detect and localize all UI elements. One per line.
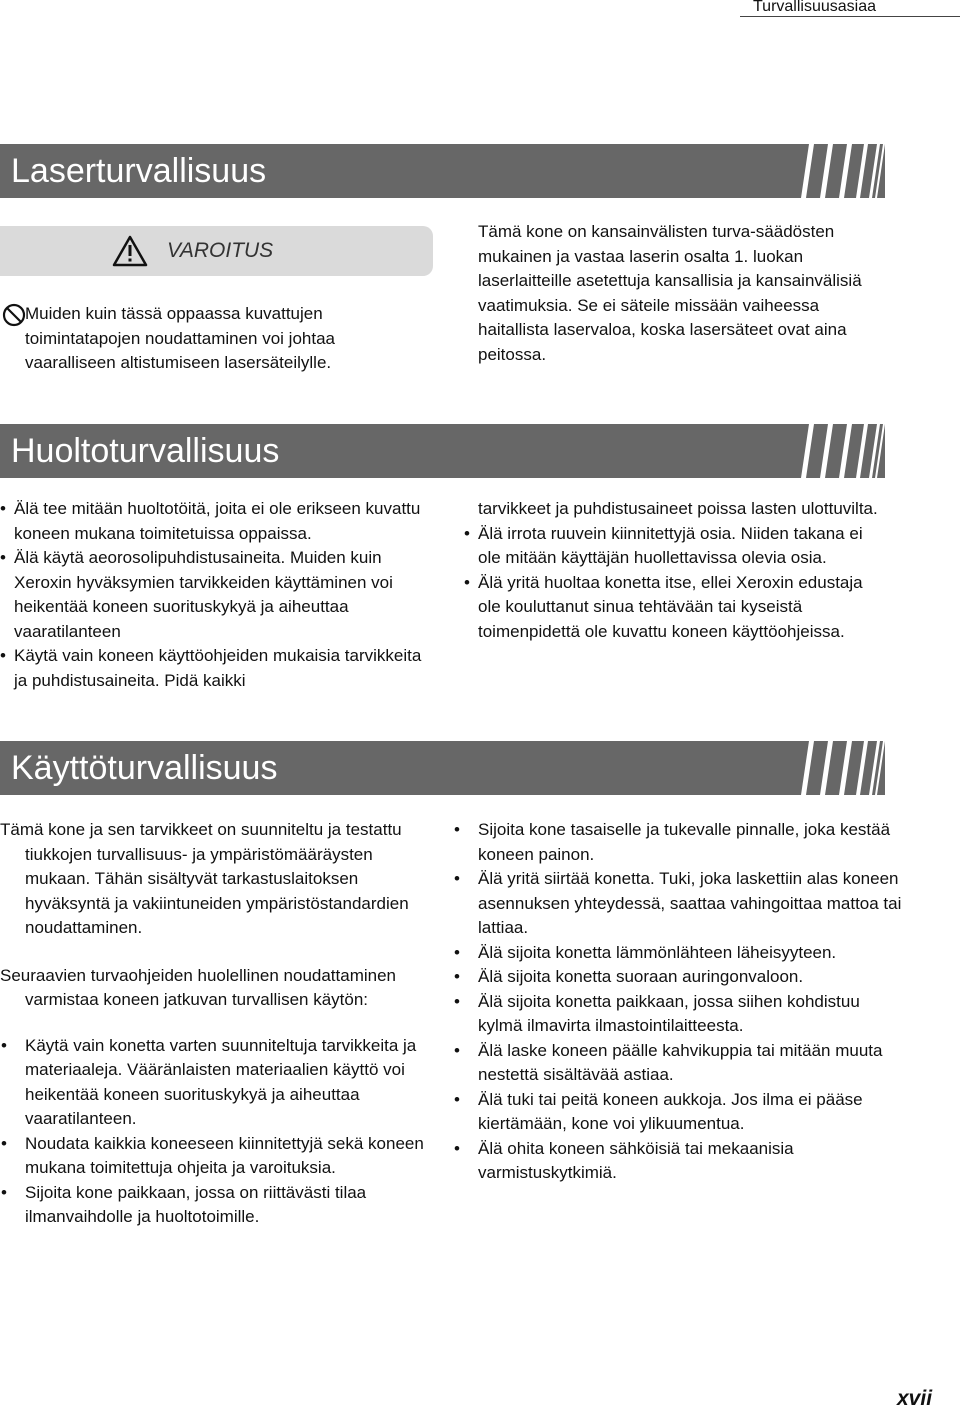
section-bar-operation <box>0 741 885 795</box>
running-header-text: Turvallisuusasiaa <box>753 0 877 15</box>
service-right-column <box>464 497 884 644</box>
list-item: • Älä sijoita konetta paikkaan, jossa siihen kohdistuu kylmä ilmavirta ilmastointilaitteesta. <box>454 991 860 1035</box>
bullet: • <box>0 499 6 518</box>
list-item: • Älä tee mitään huoltotöitä, joita ei ole erikseen kuvattu koneen mukana toimitetuissa oppaissa. <box>0 499 421 543</box>
bullet: • <box>454 1089 460 1109</box>
operation-intro-paragraph: Tämä kone ja sen tarvikkeet on suunniteltu ja testattu tiukkojen turvallisuus- ja ympäristömääräysten mukaan. Tähän sisältyvät tarkastuslaitoksen hyväksyntä ja vakiintuneiden ympäristöstandardien noudattaminen. <box>0 820 409 937</box>
list-item: • Älä tuki tai peitä koneen aukkoja. Jos ilma ei pääse kiertämään, kone voi ylikuumentua. <box>454 1089 863 1133</box>
warning-banner <box>0 226 433 276</box>
operation-right-column <box>453 818 903 1186</box>
warning-label: VAROITUS <box>167 239 274 262</box>
bullet: • <box>1 1035 7 1055</box>
stripe-decoration-icon <box>795 424 885 478</box>
stripe-decoration-icon <box>795 741 885 795</box>
list-item: • Sijoita kone paikkaan, jossa on riittävästi tilaa ilmanvaihdolle ja huoltotoimille. <box>1 1182 367 1226</box>
bullet: • <box>454 991 460 1011</box>
bullet: • <box>454 1138 460 1158</box>
bullet: • <box>454 1040 460 1060</box>
bullet: • <box>1 1182 7 1202</box>
bullet: • <box>1 1133 7 1153</box>
list-item: • Älä irrota ruuvein kiinnitettyjä osia. Niiden takana ei ole mitään käyttäjän huollettavissa olevia osia. <box>464 523 863 567</box>
bullet: • <box>0 548 6 567</box>
laser-compliance-text-block <box>478 220 883 367</box>
bullet: • <box>454 820 460 839</box>
list-item: • Älä sijoita konetta lämmönlähteen läheisyyteen. <box>453 941 903 966</box>
service-continuation-text: tarvikkeet ja puhdistusaineet poissa lasten ulottuvilta. <box>478 499 878 518</box>
bullet: • <box>464 572 470 592</box>
page-number: xvii <box>897 1387 933 1410</box>
warning-text-block <box>0 302 420 376</box>
bullet: • <box>454 869 460 888</box>
service-left-column <box>0 497 425 693</box>
list-item: • Älä laske koneen päälle kahvikuppia tai mitään muuta nestettä sisältävää astiaa. <box>454 1040 883 1084</box>
prohibition-icon <box>2 303 26 327</box>
section-bar-laser <box>0 144 885 198</box>
list-item: • Käytä vain konetta varten suunniteltuja tarvikkeita ja materiaaleja. Vääränlaisten materiaalien käyttö voi heikentää koneen suorituskykyä ja aiheuttaa vaaratilanteen. <box>1 1035 417 1128</box>
stripe-decoration-icon <box>795 144 885 198</box>
section-title-service: Huoltoturvallisuus <box>11 432 280 470</box>
running-header <box>740 0 960 17</box>
list-item: • Älä yritä siirtää konetta. Tuki, joka laskettiin alas koneen asennuksen yhteydessä, saattaa vahingoittaa mattoa tai lattiaa. <box>454 869 902 937</box>
bullet: • <box>464 523 470 543</box>
section-bar-service <box>0 424 885 478</box>
list-item: • Sijoita kone tasaiselle ja tukevalle pinnalle, joka kestää koneen painon. <box>454 820 891 864</box>
list-item: • Älä käytä aeorosolipuhdistusaineita. Muiden kuin Xeroxin hyväksymien tarvikkeiden käyttäminen voi heikentää koneen suorituskykyä ja aiheuttaa vaaratilanteen <box>0 548 393 641</box>
laser-compliance-text: Tämä kone on kansainvälisten turva-säädösten mukainen ja vastaa laserin osalta 1. luokan laserlaitteille asetettuja kansallisia ja kansainvälisiä vaatimuksia. Se ei säteile missään vaiheessa haitallista laservaloa, koska lasersäteet ovat aina peitossa. <box>478 222 862 364</box>
bullet: • <box>454 967 460 986</box>
bullet: • <box>454 942 460 962</box>
list-item: • Käytä vain koneen käyttöohjeiden mukaisia tarvikkeita ja puhdistusaineita. Pidä kaikki <box>0 646 422 690</box>
warning-triangle-icon <box>112 235 148 267</box>
bullet: • <box>0 646 6 665</box>
list-item: • Älä yritä huoltaa konetta itse, ellei Xeroxin edustaja ole kouluttanut sinua tehtävään tai kyseistä toimenpidettä ole kuvattu koneen käyttöohjeissa. <box>464 572 863 641</box>
warning-text: Muiden kuin tässä oppaassa kuvattujen toimintatapojen noudattaminen voi johtaa vaaralliseen altistumiseen lasersäteilylle. <box>25 304 335 372</box>
section-title-operation: Käyttöturvallisuus <box>11 749 278 787</box>
operation-instructions-paragraph: Seuraavien turvaohjeiden huolellinen noudattaminen varmistaa koneen jatkuvan turvallisen käytön: <box>0 965 397 1009</box>
section-title-laser: Laserturvallisuus <box>11 152 267 190</box>
list-item: • Älä ohita koneen sähköisiä tai mekaanisia varmistuskytkimiä. <box>454 1138 794 1182</box>
list-item: • Noudata kaikkia koneeseen kiinnitettyjä sekä koneen mukana toimitettuja ohjeita ja varoituksia. <box>1 1133 424 1177</box>
list-item: • Älä sijoita konetta suoraan auringonvaloon. <box>453 965 903 990</box>
operation-left-column <box>0 818 430 1230</box>
